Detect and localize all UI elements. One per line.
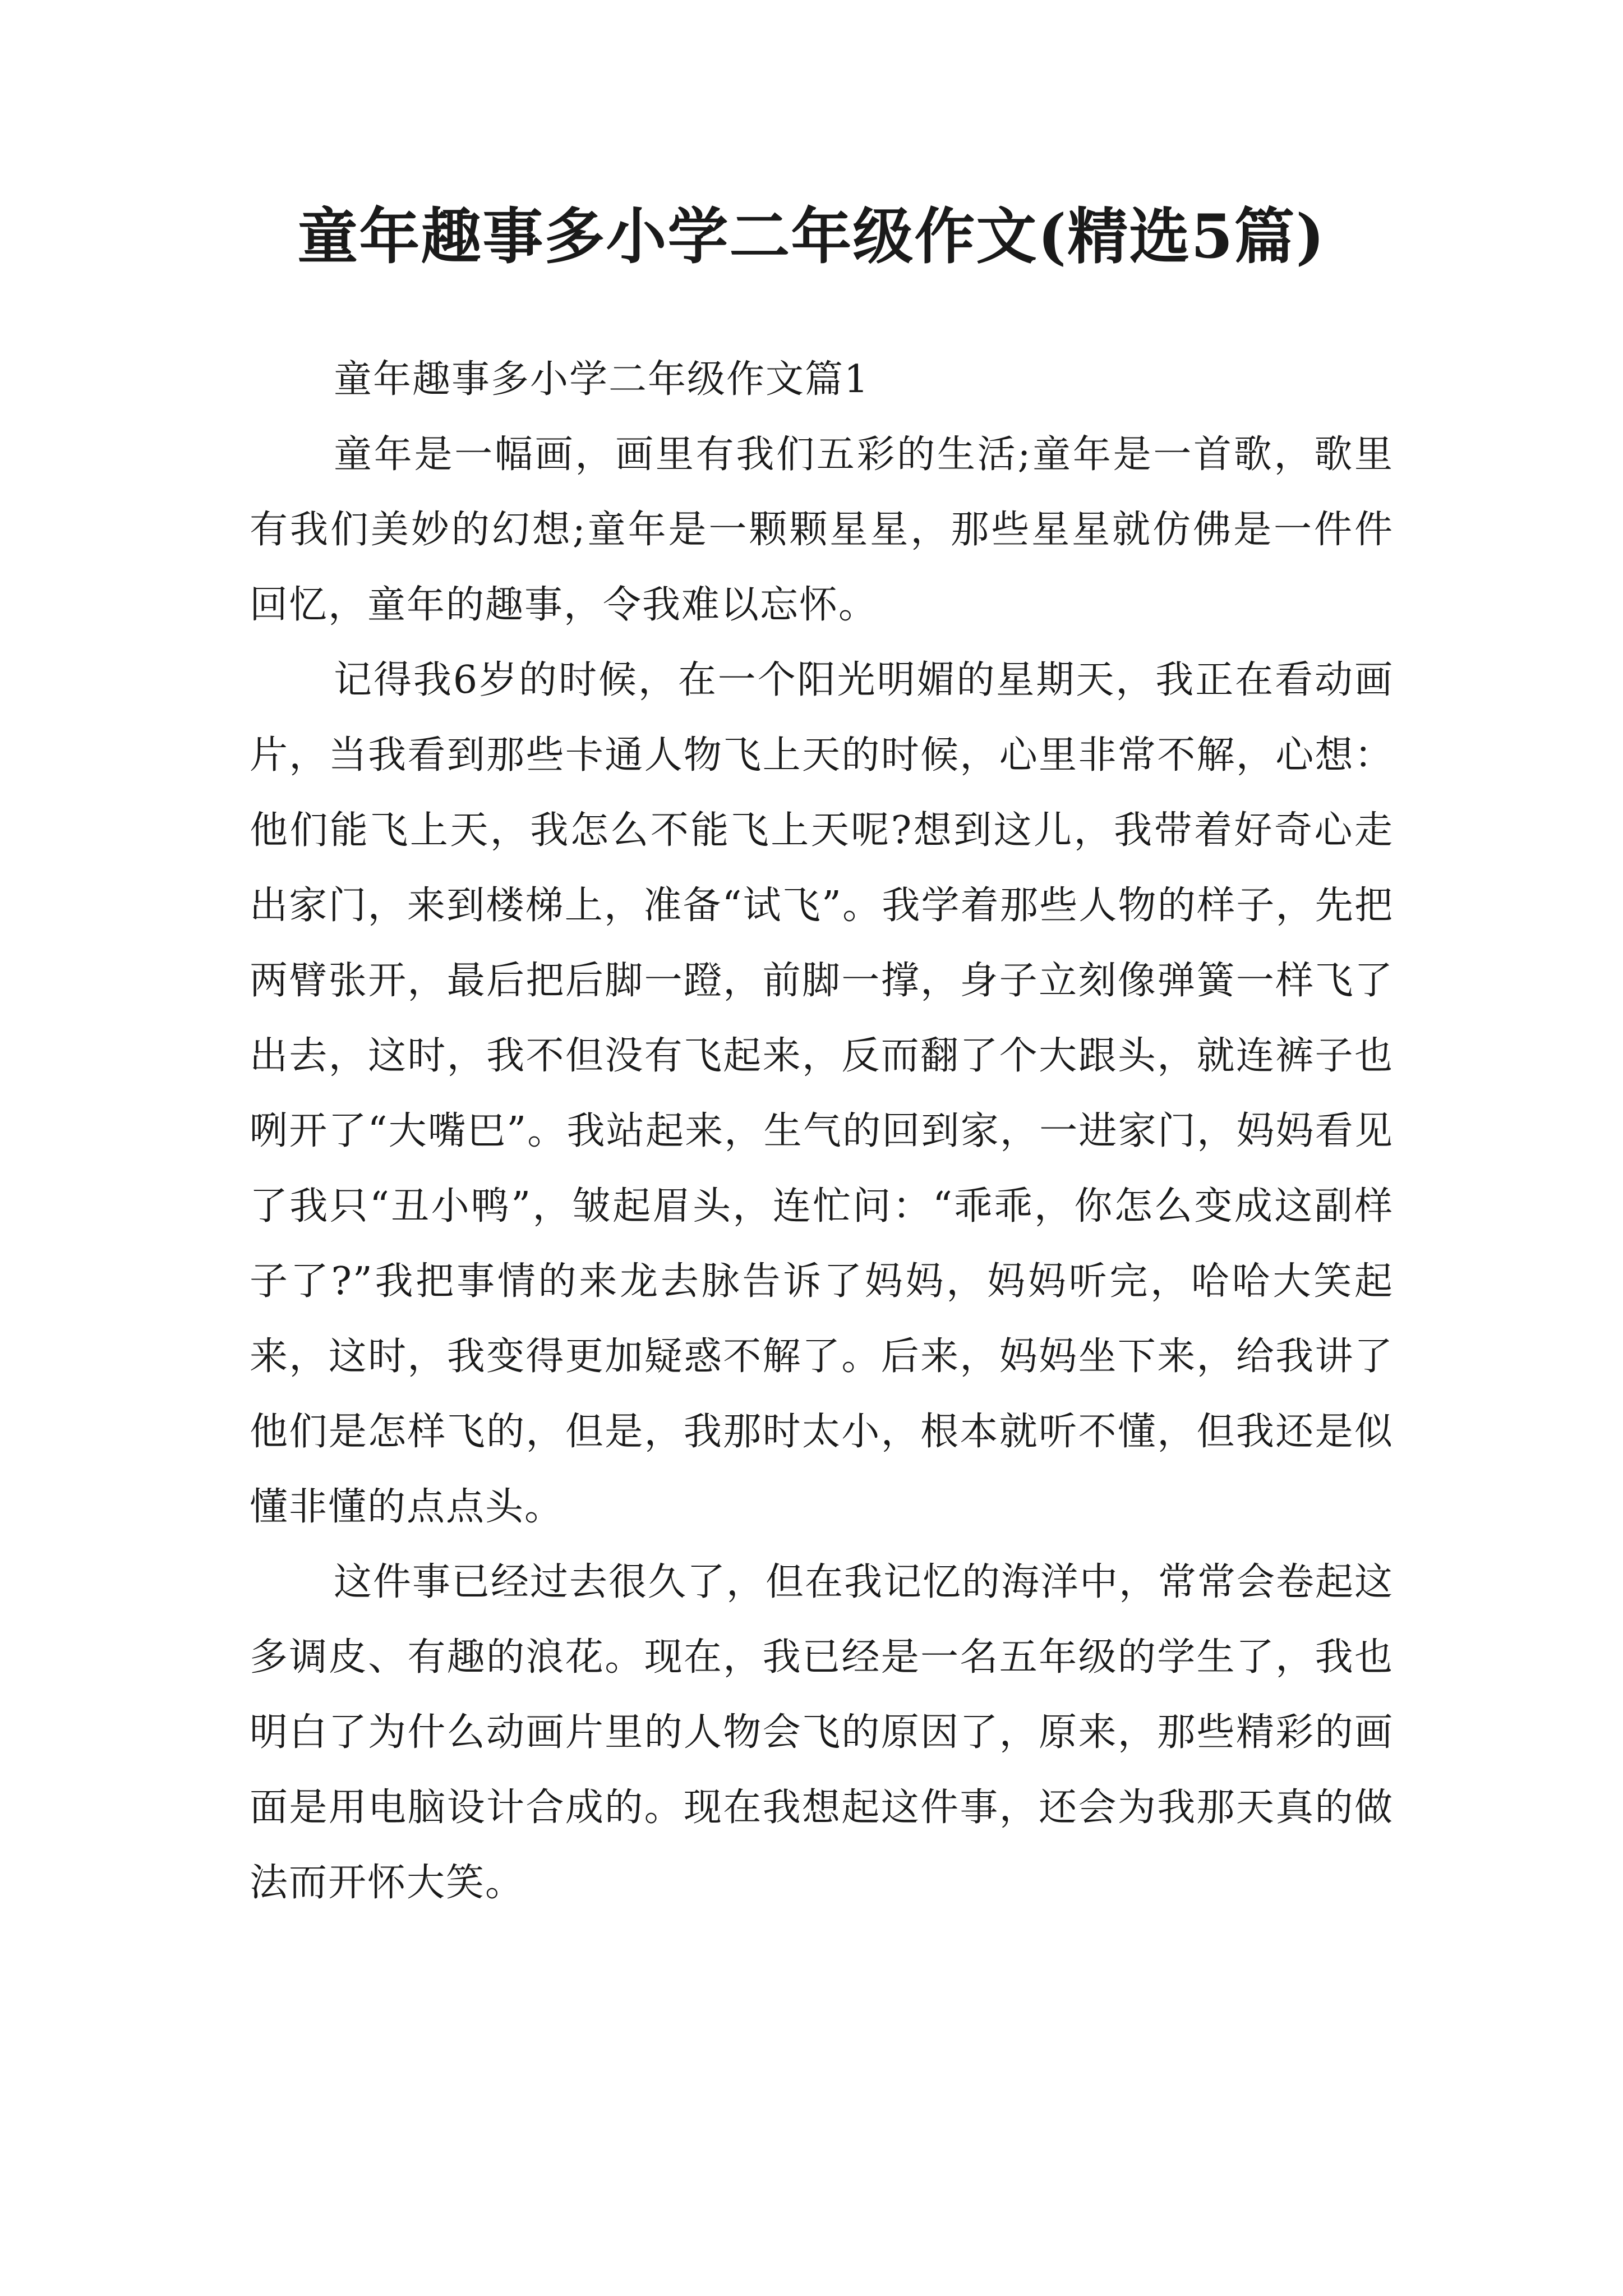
paragraph-1: 童年是一幅画，画里有我们五彩的生活;童年是一首歌，歌里有我们美妙的幻想;童年是一颗颗星星，那些星星就仿佛是一件件回忆，童年的趣事，令我难以忘怀。: [250, 432, 1394, 627]
document-title: 童年趣事多小学二年级作文(精选5篇): [297, 201, 1326, 272]
section-heading: 童年趣事多小学二年级作文篇1: [334, 357, 870, 402]
document-body: [250, 342, 1394, 1921]
paragraph-2: 记得我6岁的时候，在一个阳光明媚的星期天，我正在看动画片，当我看到那些卡通人物飞上天的时候，心里非常不解，心想：他们能飞上天，我怎么不能飞上天呢?想到这儿，我带着好奇心走出家门，来到楼梯上，准备“试飞”。我学着那些人物的样子，先把两臂张开，最后把后脚一蹬，前脚一撑，身子立刻像弹簧一样飞了出去，这时，我不但没有飞起来，反而翻了个大跟头，就连裤子也咧开了“大嘴巴”。我站起来，生气的回到家，一进家门，妈妈看见了我只“丑小鸭”，皱起眉头，连忙问：“乖乖，你怎么变成这副样子了?”我把事情的来龙去脉告诉了妈妈，妈妈听完，哈哈大笑起来，这时，我变得更加疑惑不解了。后来，妈妈坐下来，给我讲了他们是怎样飞的，但是，我那时太小，根本就听不懂，但我还是似懂非懂的点点头。: [250, 658, 1394, 1529]
paragraph-3: 这件事已经过去很久了，但在我记忆的海洋中，常常会卷起这多调皮、有趣的浪花。现在，我已经是一名五年级的学生了，我也明白了为什么动画片里的人物会飞的原因了，原来，那些精彩的画面是用电脑设计合成的。现在我想起这件事，还会为我那天真的做法而开怀大笑。: [250, 1560, 1394, 1905]
